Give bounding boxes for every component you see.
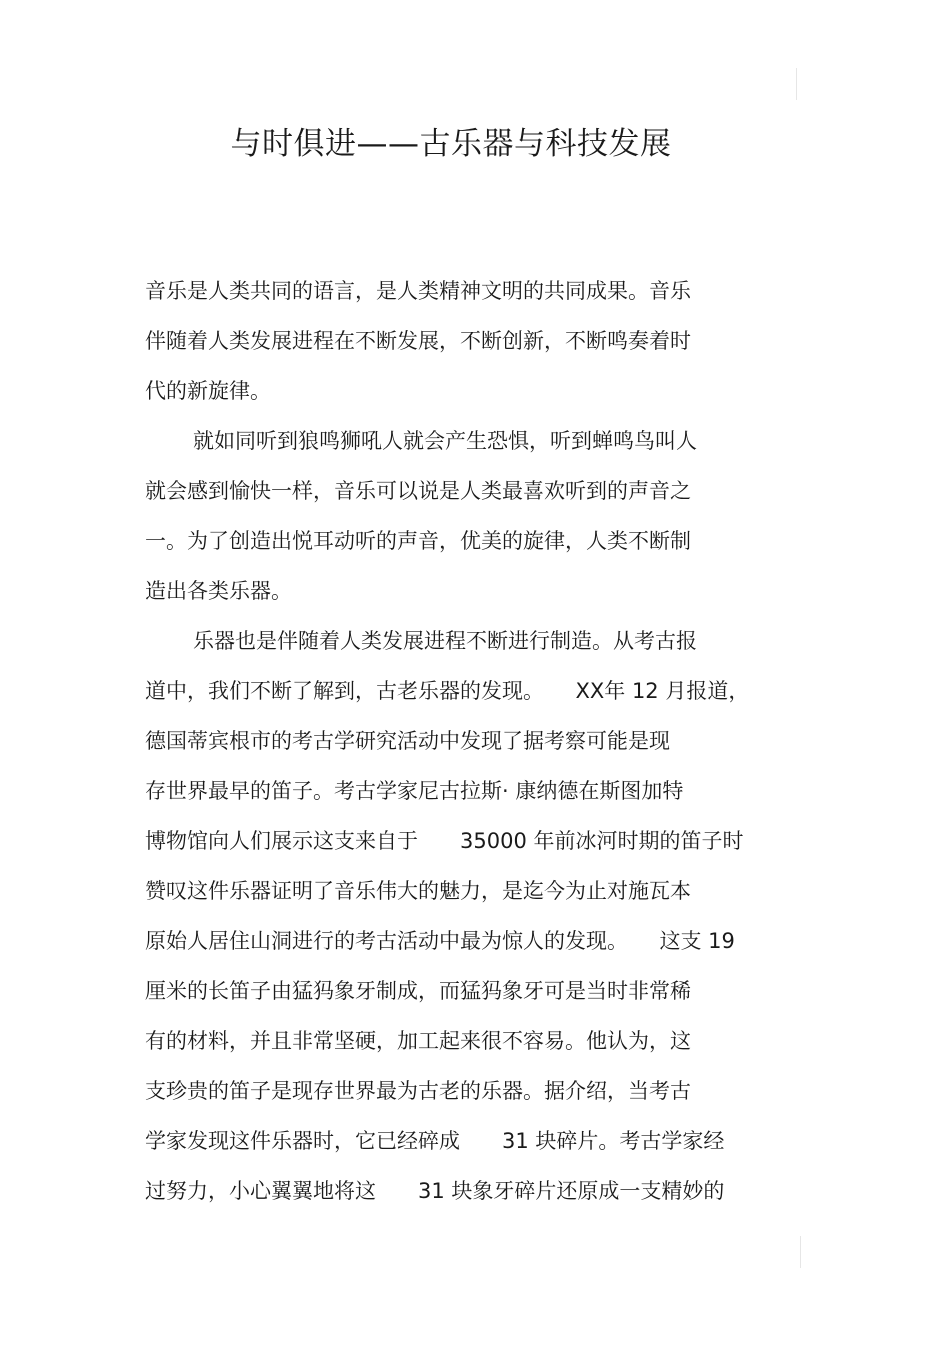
paragraph-line: 博物馆向人们展示这支来自于 35000 年前冰河时期的笛子时 xyxy=(145,829,744,853)
paragraph-line: 有的材料，并且非常坚硬，加工起来很不容易。他认为，这 xyxy=(145,1029,691,1053)
page-edge-mark xyxy=(800,1236,801,1268)
page-edge-mark xyxy=(796,68,797,100)
paragraph-line: 厘米的长笛子由猛犸象牙制成，而猛犸象牙可是当时非常稀 xyxy=(145,979,691,1003)
document-title: 与时俱进——古乐器与科技发展 xyxy=(230,126,672,162)
paragraph-line: 造出各类乐器。 xyxy=(145,579,292,603)
paragraph-line: 道中，我们不断了解到，古老乐器的发现。 XX年 12 月报道， xyxy=(145,679,750,703)
paragraph-line: 音乐是人类共同的语言，是人类精神文明的共同成果。音乐 xyxy=(145,279,691,303)
paragraph-line: 就如同听到狼鸣狮吼人就会产生恐惧，听到蝉鸣鸟叫人 xyxy=(193,429,697,453)
paragraph-line: 伴随着人类发展进程在不断发展，不断创新，不断鸣奏着时 xyxy=(145,329,691,353)
paragraph-line: 代的新旋律。 xyxy=(145,379,271,403)
paragraph-line: 支珍贵的笛子是现存世界最为古老的乐器。据介绍，当考古 xyxy=(145,1079,691,1103)
paragraph-line: 一。为了创造出悦耳动听的声音，优美的旋律，人类不断制 xyxy=(145,529,691,553)
paragraph-line: 德国蒂宾根市的考古学研究活动中发现了据考察可能是现 xyxy=(145,729,670,753)
paragraph-line: 赞叹这件乐器证明了音乐伟大的魅力，是迄今为止对施瓦本 xyxy=(145,879,691,903)
paragraph-line: 过努力，小心翼翼地将这 31 块象牙碎片还原成一支精妙的 xyxy=(145,1179,725,1203)
paragraph-line: 乐器也是伴随着人类发展进程不断进行制造。从考古报 xyxy=(193,629,697,653)
paragraph-line: 就会感到愉快一样，音乐可以说是人类最喜欢听到的声音之 xyxy=(145,479,691,503)
paragraph-line: 存世界最早的笛子。考古学家尼古拉斯· 康纳德在斯图加特 xyxy=(145,779,684,803)
paragraph-line: 学家发现这件乐器时，它已经碎成 31 块碎片。考古学家经 xyxy=(145,1129,725,1153)
paragraph-line: 原始人居住山洞进行的考古活动中最为惊人的发现。 这支 19 xyxy=(145,929,735,953)
